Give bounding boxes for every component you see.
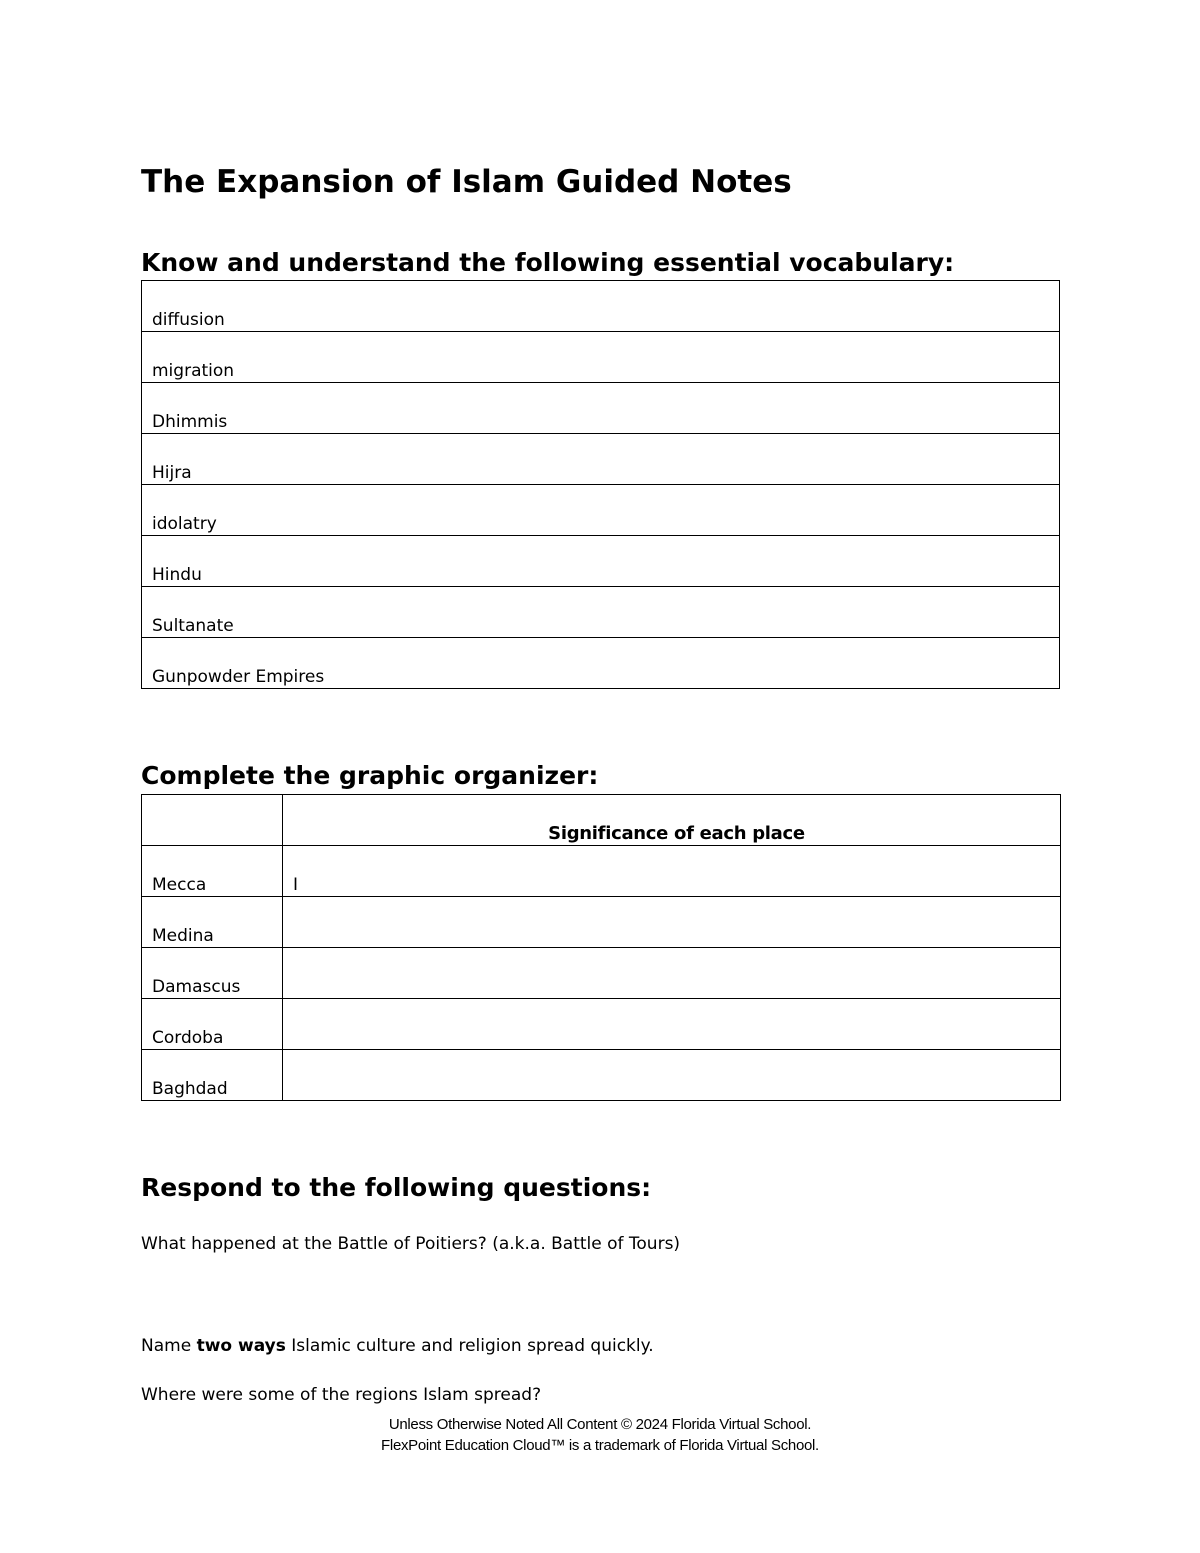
- vocabulary-table: [141, 280, 1060, 689]
- table-row: [142, 281, 1060, 332]
- graphic-organizer-table: [141, 794, 1061, 1101]
- vocab-term: migration: [152, 361, 235, 381]
- question-emphasis: two ways: [196, 1336, 286, 1356]
- vocab-term-cell[interactable]: [142, 587, 1060, 638]
- place-name: Medina: [152, 926, 214, 946]
- significance-cell[interactable]: [283, 948, 1061, 999]
- place-cell: [142, 1050, 283, 1101]
- table-row: [142, 536, 1060, 587]
- vocab-term: Hindu: [152, 565, 202, 585]
- vocab-term-cell[interactable]: [142, 281, 1060, 332]
- question-battle-of-poitiers: What happened at the Battle of Poitiers? (a.k.a. Battle of Tours): [141, 1234, 681, 1254]
- vocab-term: Dhimmis: [152, 412, 228, 432]
- vocab-term-cell[interactable]: [142, 332, 1060, 383]
- question-text-suffix: Islamic culture and religion spread quickly.: [285, 1336, 654, 1356]
- vocab-term: Hijra: [152, 463, 192, 483]
- place-cell: [142, 948, 283, 999]
- place-name: Damascus: [152, 977, 241, 997]
- table-header-row: [142, 795, 1061, 846]
- vocab-term-cell[interactable]: [142, 536, 1060, 587]
- place-cell: [142, 999, 283, 1050]
- table-row: [142, 1050, 1061, 1101]
- vocab-term: Gunpowder Empires: [152, 667, 325, 687]
- table-row: [142, 485, 1060, 536]
- column-header-label: Significance of each place: [548, 823, 805, 844]
- significance-cell[interactable]: [283, 1050, 1061, 1101]
- table-row: [142, 383, 1060, 434]
- footer-copyright: Unless Otherwise Noted All Content © 2024 Florida Virtual School.: [388, 1416, 812, 1433]
- vocabulary-heading: Know and understand the following essential vocabulary:: [141, 248, 955, 277]
- table-row: [142, 846, 1061, 897]
- significance-cell[interactable]: [283, 999, 1061, 1050]
- question-regions: Where were some of the regions Islam spread?: [141, 1385, 542, 1405]
- place-cell: [142, 897, 283, 948]
- table-row: [142, 332, 1060, 383]
- place-name: Baghdad: [152, 1079, 228, 1099]
- question-text-prefix: Name: [141, 1336, 197, 1356]
- organizer-heading: Complete the graphic organizer:: [141, 761, 599, 790]
- significance-cell[interactable]: [283, 897, 1061, 948]
- table-row: [142, 948, 1061, 999]
- column-header: [283, 795, 1061, 846]
- vocab-term-cell[interactable]: [142, 383, 1060, 434]
- vocab-term-cell[interactable]: [142, 485, 1060, 536]
- empty-header-cell: [142, 795, 283, 846]
- place-cell: [142, 846, 283, 897]
- footer-trademark: FlexPoint Education Cloud™ is a trademark of Florida Virtual School.: [381, 1437, 819, 1454]
- table-row: [142, 999, 1061, 1050]
- vocab-term-cell[interactable]: [142, 638, 1060, 689]
- vocab-term-cell[interactable]: [142, 434, 1060, 485]
- table-row: [142, 434, 1060, 485]
- question-spread-ways: [141, 1335, 654, 1357]
- place-name: Mecca: [152, 875, 207, 895]
- table-row: [142, 638, 1060, 689]
- questions-heading: Respond to the following questions:: [141, 1173, 652, 1202]
- table-row: [142, 587, 1060, 638]
- text-cursor: I: [293, 875, 299, 895]
- table-row: [142, 897, 1061, 948]
- vocab-term: Sultanate: [152, 616, 234, 636]
- place-name: Cordoba: [152, 1028, 224, 1048]
- vocab-term: idolatry: [152, 514, 217, 534]
- significance-cell[interactable]: [283, 846, 1061, 897]
- vocab-term: diffusion: [152, 310, 225, 330]
- page-title: The Expansion of Islam Guided Notes: [141, 164, 792, 200]
